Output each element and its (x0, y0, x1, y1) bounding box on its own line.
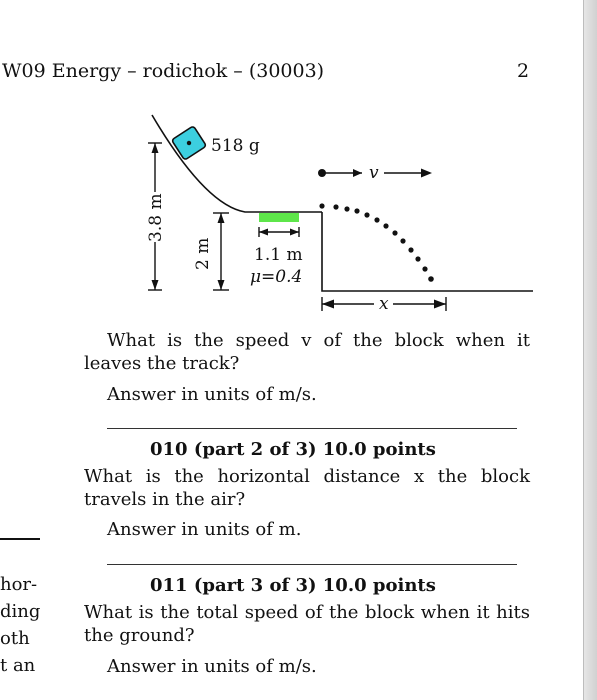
cliff-edge (322, 212, 533, 291)
part1-units: Answer in units of m/s. (107, 384, 317, 405)
page-edge (583, 0, 597, 700)
part3-units: Answer in units of m/s. (107, 656, 317, 677)
left-fragment: t an (0, 655, 36, 676)
mass-label: 518 g (211, 136, 260, 156)
friction-coefficient-label: μ=0.4 (250, 267, 303, 287)
left-fragment: hor- (0, 574, 38, 595)
drop-label: 2 m (193, 237, 213, 270)
part2-units: Answer in units of m. (107, 519, 302, 540)
part3-question: What is the total speed of the block when it hits the ground? (84, 602, 530, 646)
distance-label: x (379, 294, 389, 314)
part1-question: What is the speed v of the block when it leaves the track? (84, 330, 530, 374)
left-fragment: oth (0, 628, 30, 649)
friction-patch (259, 213, 299, 222)
header-title: W09 Energy – rodichok – (30003) (2, 60, 325, 82)
left-fragment: ding (0, 601, 41, 622)
divider-1 (107, 428, 517, 429)
page-number: 2 (517, 60, 530, 82)
part3-heading: 011 (part 3 of 3) 10.0 points (150, 575, 436, 596)
part2-heading: 010 (part 2 of 3) 10.0 points (150, 439, 436, 460)
velocity-label: v (369, 163, 379, 183)
height-label: 3.8 m (146, 193, 166, 242)
trajectory (319, 203, 433, 281)
block (172, 126, 207, 160)
ramp-curve (152, 115, 322, 212)
physics-diagram (100, 100, 540, 315)
part2-question: What is the horizontal distance x the block travels in the air? (84, 466, 530, 510)
friction-length-label: 1.1 m (254, 245, 303, 265)
left-column-rule (0, 538, 40, 540)
divider-2 (107, 564, 517, 565)
